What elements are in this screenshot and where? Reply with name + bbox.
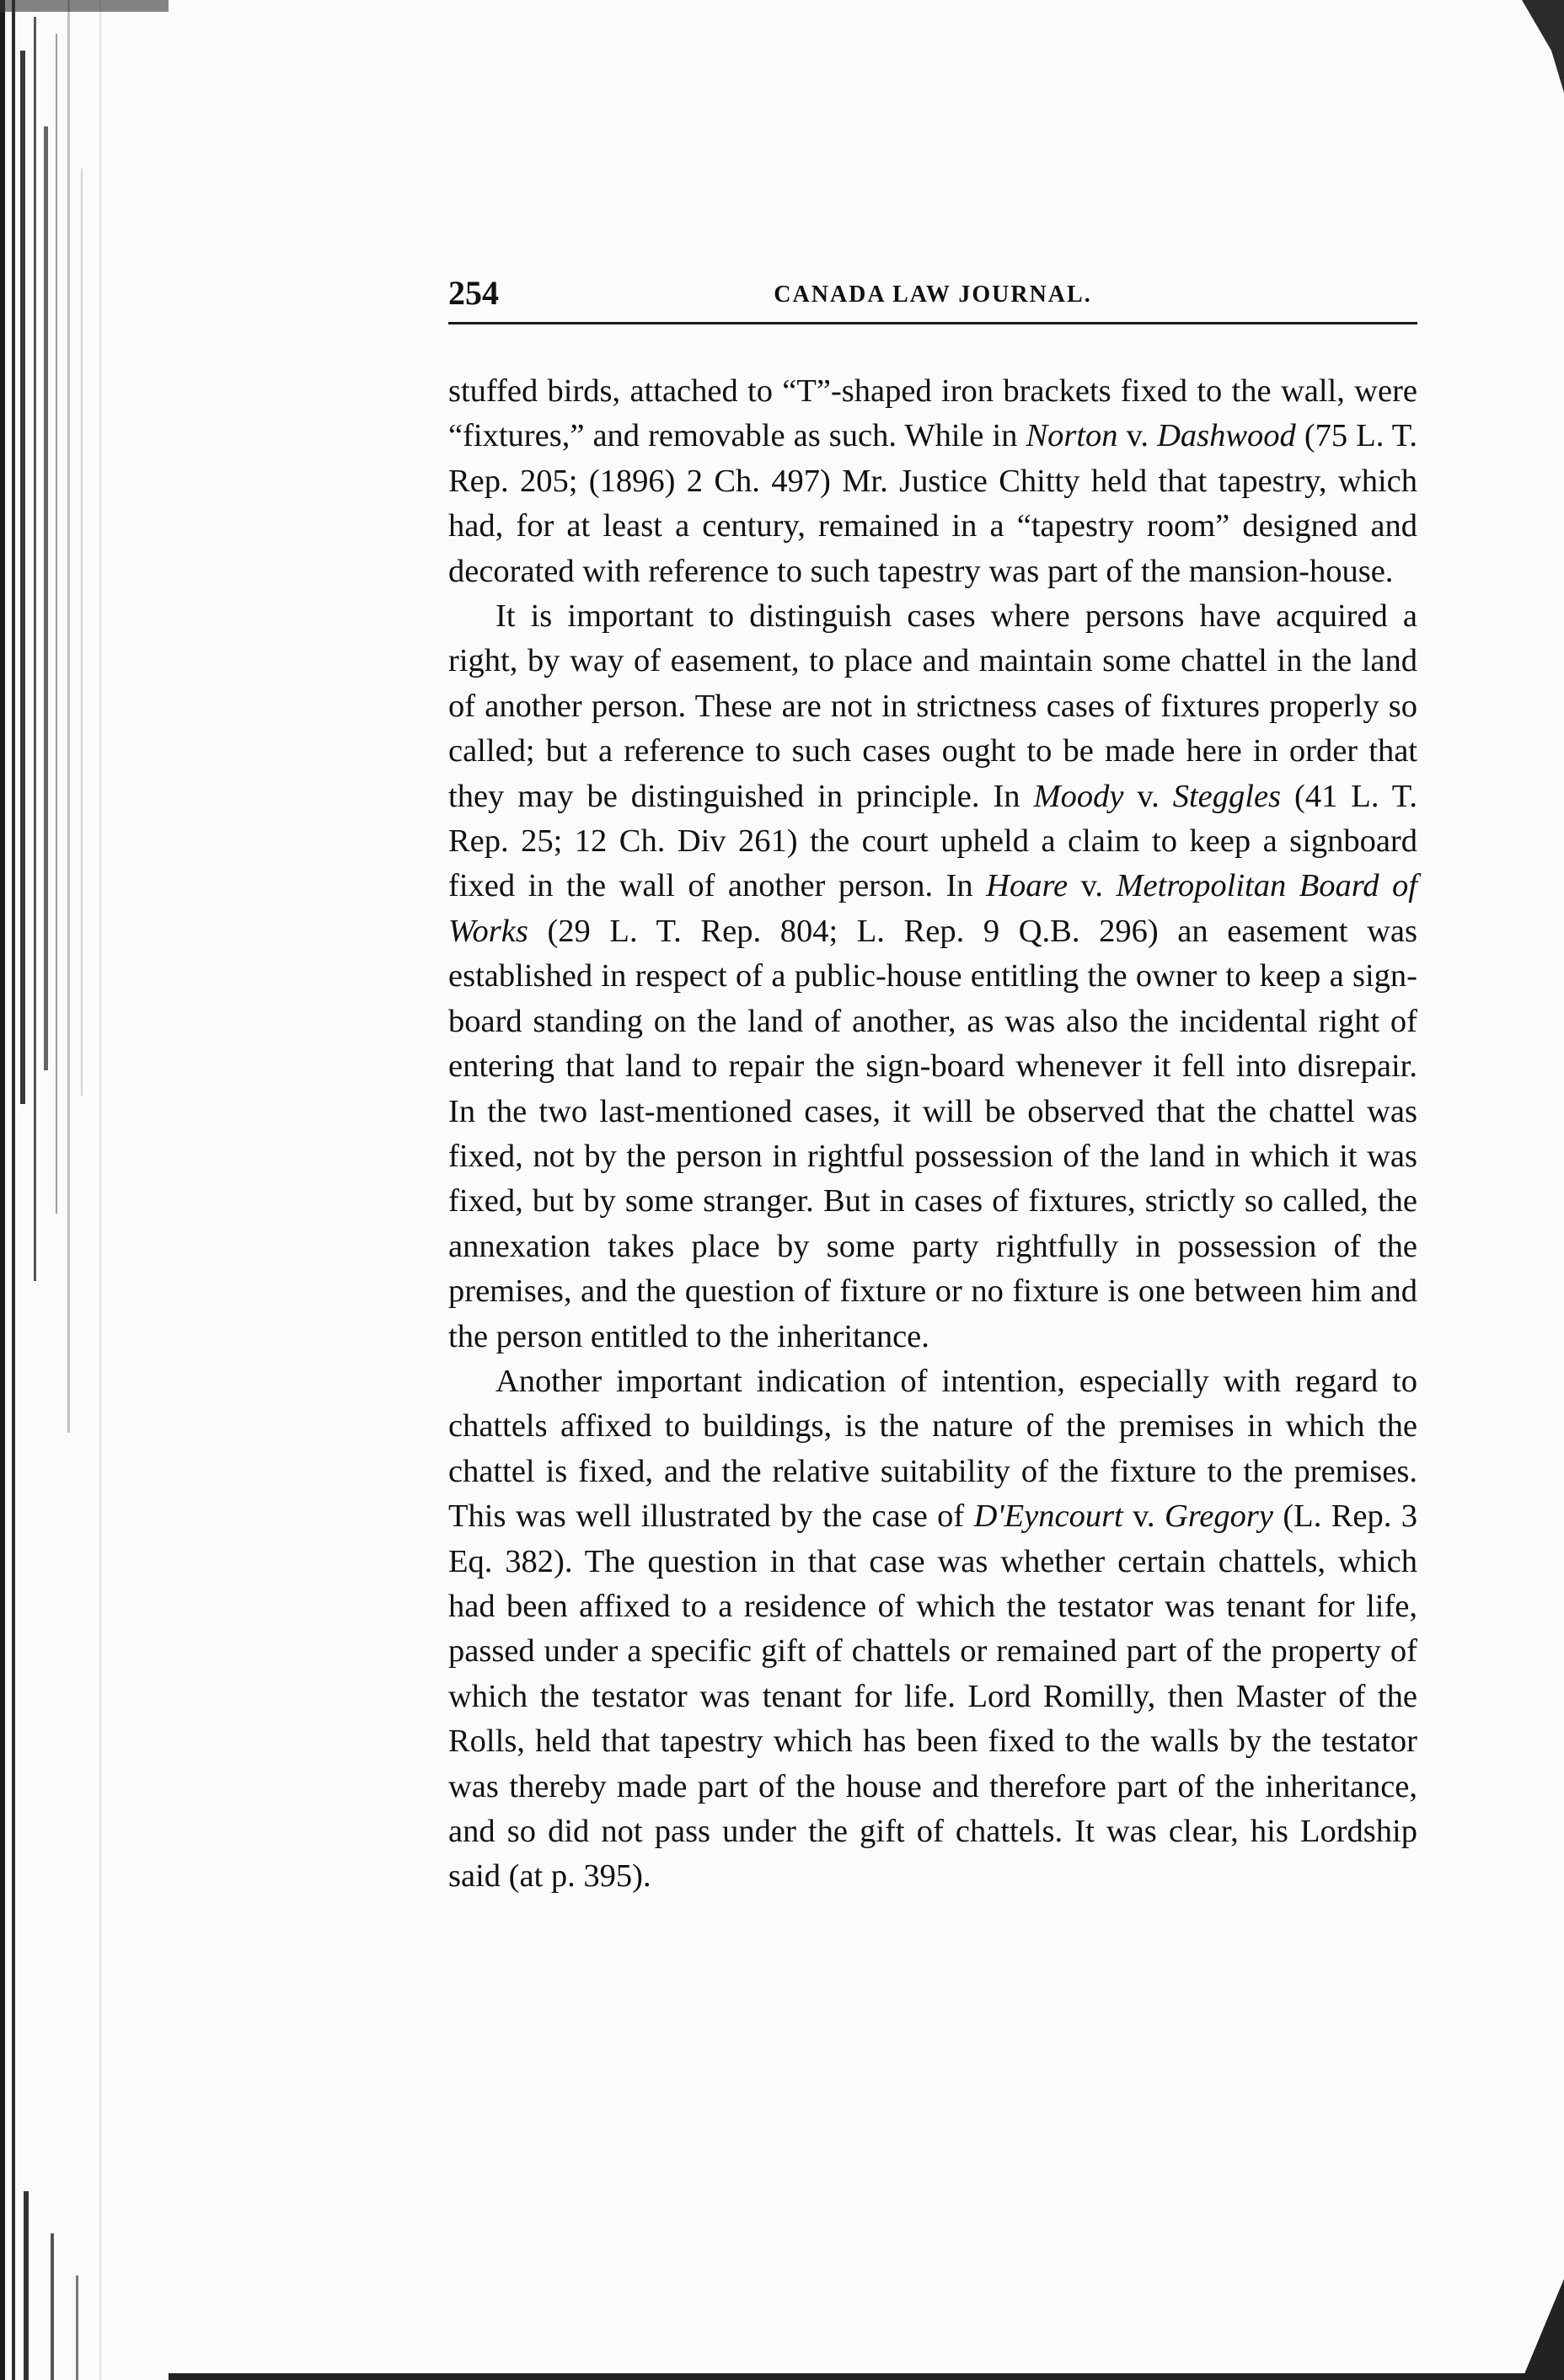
case-name: D'Eyncourt <box>973 1498 1123 1535</box>
paragraph <box>448 1359 1417 1900</box>
page-header <box>448 268 1417 324</box>
text-run: (75 L. T. Rep. 205; (1896) 2 Ch. 497) Mr. Justice Chitty held that tapestry, which had, for at least a century, remained in a “tapestry room” designed and decorated with reference to such tapestry was part of the mansion-house. <box>448 418 1418 589</box>
case-name: Moody <box>1033 778 1124 814</box>
bottom-edge-shadow <box>169 2373 1564 2380</box>
text-run: stuffed birds, attached to “T”-shaped iron brackets fixed to the wall, were “fixtures,” and removable as such. While in <box>448 373 1417 454</box>
text-run: v. <box>1068 868 1117 904</box>
paragraph <box>448 594 1417 1359</box>
text-run: v. <box>1117 418 1158 454</box>
text-run: v. <box>1123 778 1173 814</box>
case-name: Gregory <box>1164 1498 1273 1535</box>
case-name: Norton <box>1026 418 1118 454</box>
binding-edge-shadow <box>0 0 169 2380</box>
case-name: Hoare <box>986 868 1069 904</box>
text-run: Another important indication of intention, especially with regard to chattels affixed to buildings, is the nature of the premises in which the chattel is fixed, and the relative suitability of the fixture to the premises. This was well illustrated by the case of <box>448 1363 1417 1535</box>
bottom-right-corner-shadow <box>1513 2279 1564 2380</box>
text-run: It is important to distinguish cases where persons have acquired a right, by way of easement, to place and maintain some chattel in the land of another person. These are not in strictness cases of fixtures properly so called; but a reference to such cases ought to be made here in order that they may be distinguished in principle. In <box>448 598 1417 814</box>
case-name: Dashwood <box>1157 418 1296 454</box>
paragraph <box>448 369 1417 594</box>
page-number: 254 <box>448 274 499 312</box>
text-run: (41 L. T. Rep. 25; 12 Ch. Div 261) the court upheld a claim to keep a signboard fixed in the wall of another person. In <box>448 778 1417 904</box>
case-name: Steggles <box>1172 778 1282 814</box>
running-head: CANADA LAW JOURNAL. <box>774 281 1092 308</box>
case-name: Metropolitan Board of Works <box>448 868 1417 949</box>
text-run: v. <box>1122 1498 1165 1535</box>
text-run: (L. Rep. 3 Eq. 382). The question in that case was whether certain chattels, which had been affixed to a residence of which the testator was tenant for life, passed under a specific gift of chattels or remained part of the property of which the testator was tenant for life. Lord Romilly, then Master of the Rolls, held that tapestry which has been fixed to the walls by the testator was thereby made part of the house and therefore part of the inheritance, and so did not pass under the gift of chattels. It was clear, his Lordship said (at p. 395). <box>448 1498 1418 1895</box>
top-right-corner-shadow <box>1505 0 1564 93</box>
text-run: (29 L. T. Rep. 804; L. Rep. 9 Q.B. 296) an easement was established in respect of a public-house entitling the owner to keep a sign-board standing on the land of another, as was also the incidental right of entering that land to repair the sign-board whenever it fell into disrepair. In the two last-mentioned cases, it will be observed that the chattel was fixed, not by the person in rightful possession of the land in which it was fixed, but by some stranger. But in cases of fixtures, strictly so called, the annexation takes place by some party rightfully in possession of the premises, and the question of fixture or no fixture is one between him and the person entitled to the inheritance. <box>448 913 1417 1354</box>
body-text <box>448 369 1417 1900</box>
